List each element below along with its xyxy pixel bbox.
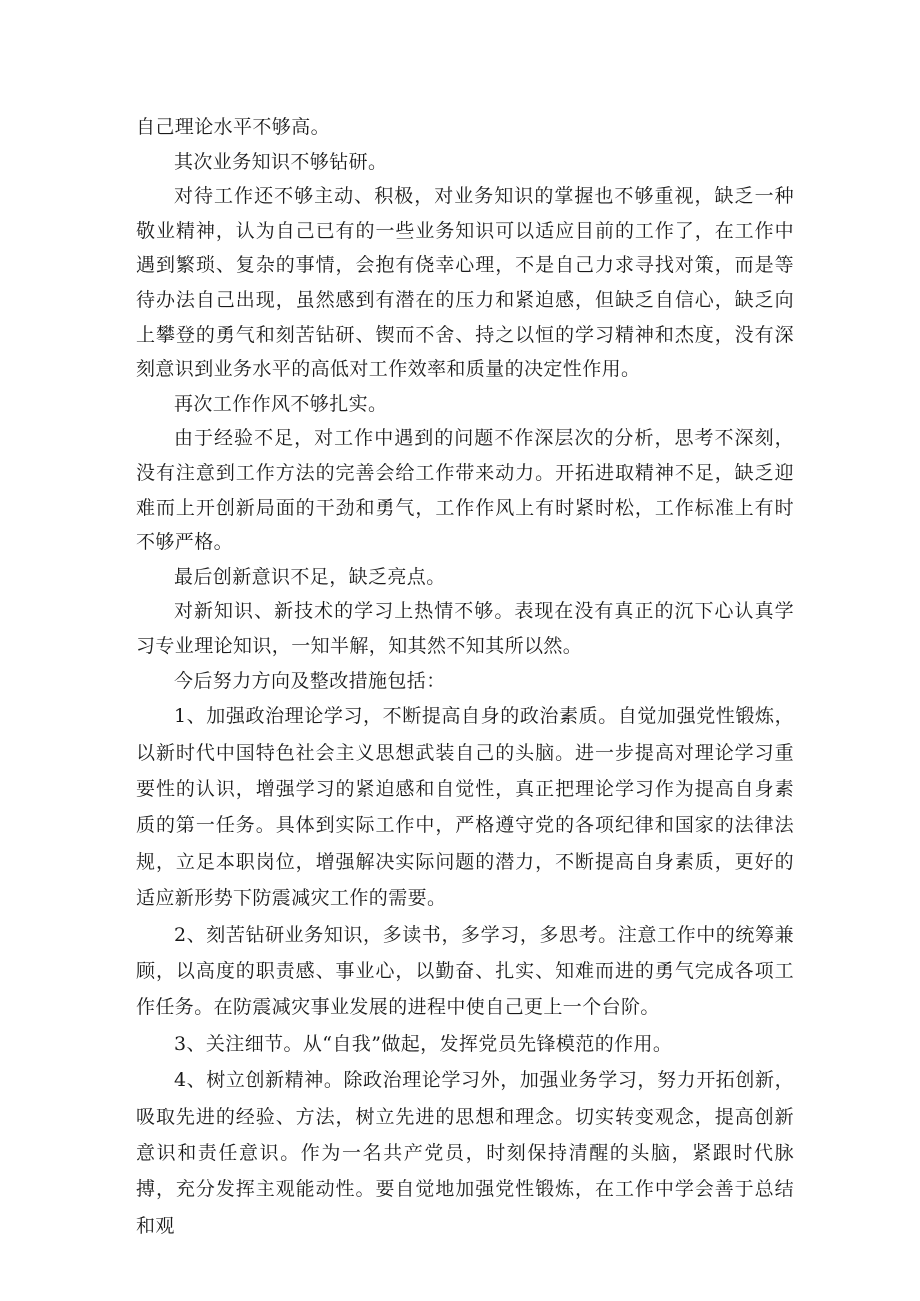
paragraph-style-detail: 由于经验不足，对工作中遇到的问题不作深层次的分析，思考不深刻，没有注意到工作方法的完善会给工作带来动力。开拓进取精神不足，缺乏迎难而上开创新局面的干劲和勇气，工作作风上有时紧时松，工作标准上有时不够严格。 bbox=[136, 427, 794, 554]
paragraph-heading-business: 其次业务知识不够钻研。 bbox=[174, 150, 388, 173]
paragraph-innovation-detail: 对新知识、新技术的学习上热情不够。表现在没有真正的沉下心认真学习专业理论知识，一知半解，知其然不知其所以然。 bbox=[136, 600, 794, 657]
paragraph-measure-4: 4、树立创新精神。除政治理论学习外，加强业务学习，努力开拓创新，吸取先进的经验、方法，树立先进的思想和理念。切实转变观念，提高创新意识和责任意识。作为一名共产党员，时刻保持清醒的头脑，紧跟时代脉搏，充分发挥主观能动性。要自觉地加强党性锻炼，在工作中学会善于总结和观 bbox=[136, 1069, 794, 1237]
paragraph-measures-intro: 今后努力方向及整改措施包括： bbox=[174, 669, 446, 692]
document-page bbox=[136, 110, 794, 1244]
paragraph-measure-3: 3、关注细节。从“自我”做起，发挥党员先锋模范的作用。 bbox=[174, 1032, 673, 1055]
paragraph-continuation: 自己理论水平不够高。 bbox=[136, 116, 331, 138]
paragraph-business-detail: 对待工作还不够主动、积极，对业务知识的掌握也不够重视，缺乏一种敬业精神，认为自己已有的一些业务知识可以适应目前的工作了，在工作中遇到繁琐、复杂的事情，会抱有侥幸心理，不是自己力求寻找对策，而是等待办法自己出现，虽然感到有潜在的压力和紧迫感，但缺乏自信心，缺乏向上攀登的勇气和刻苦钻研、锲而不舍、持之以恒的学习精神和杰度，没有深刻意识到业务水平的高低对工作效率和质量的决定性作用。 bbox=[136, 185, 794, 381]
paragraph-measure-2: 2、刻苦钻研业务知识，多读书，多学习，多思考。注意工作中的统筹兼顾，以高度的职责感、事业心，以勤奋、扎实、知难而进的勇气完成各项工作任务。在防震减灾事业发展的进程中使自己更上一个台阶。 bbox=[136, 923, 794, 1019]
paragraph-heading-innovation: 最后创新意识不足，缺乏亮点。 bbox=[174, 565, 446, 588]
paragraph-heading-style: 再次工作作风不够扎实。 bbox=[174, 392, 388, 415]
paragraph-measure-1: 1、加强政治理论学习，不断提高自身的政治素质。自觉加强党性锻炼，以新时代中国特色社会主义思想武装自己的头脑。进一步提高对理论学习重要性的认识，增强学习的紧迫感和自觉性，真正把理论学习作为提高自身素质的第一任务。具体到实际工作中，严格遵守党的各项纪律和国家的法律法规，立足本职岗位，增强解决实际问题的潜力，不断提高自身素质，更好的适应新形势下防震减灾工作的需要。 bbox=[136, 705, 794, 910]
